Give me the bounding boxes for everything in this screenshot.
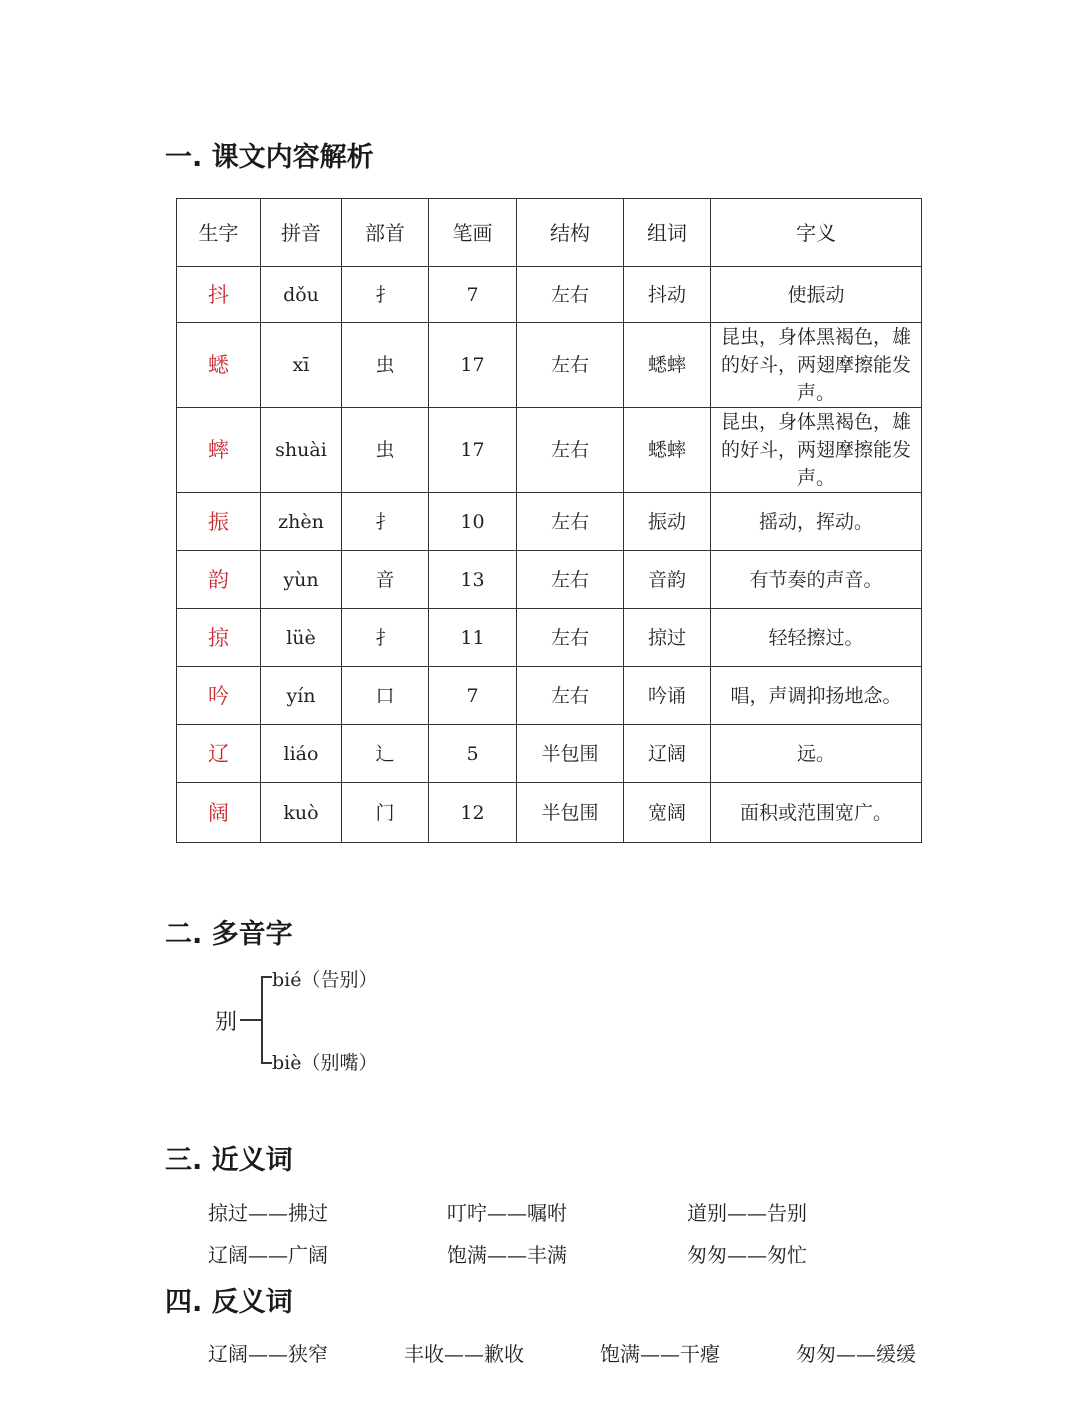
header-cell: 字义	[711, 199, 922, 267]
structure-cell: 半包围	[517, 725, 624, 783]
meaning-cell: 有节奏的声音。	[711, 551, 922, 609]
table-row	[177, 609, 922, 667]
pinyin-cell: dǒu	[261, 267, 342, 323]
synonym-pair: 匆匆——匆忙	[687, 1243, 807, 1267]
structure-cell: 左右	[517, 323, 624, 408]
polyphone-char: 别	[215, 1010, 238, 1035]
stroke-count-cell: 17	[429, 408, 517, 493]
structure-cell: 左右	[517, 267, 624, 323]
synonym-pair: 饱满——丰满	[447, 1243, 567, 1267]
polyphone-reading: biè（别嘴）	[272, 1052, 378, 1074]
table-row	[177, 783, 922, 843]
stroke-count-cell: 13	[429, 551, 517, 609]
stroke-count-cell: 5	[429, 725, 517, 783]
synonym-pair: 辽阔——广阔	[208, 1243, 328, 1267]
table-row	[177, 267, 922, 323]
section-title-antonyms: 四. 反义词	[165, 1287, 293, 1318]
radical-cell: 扌	[342, 493, 429, 551]
radical-cell: 音	[342, 551, 429, 609]
structure-cell: 半包围	[517, 783, 624, 843]
polyphone-diagram	[210, 963, 450, 1078]
word-cell: 振动	[624, 493, 711, 551]
char-cell: 蟀	[177, 408, 261, 493]
structure-cell: 左右	[517, 493, 624, 551]
structure-cell: 左右	[517, 551, 624, 609]
meaning-cell: 唱，声调抑扬地念。	[711, 667, 922, 725]
structure-cell: 左右	[517, 609, 624, 667]
word-cell: 辽阔	[624, 725, 711, 783]
header-cell: 拼音	[261, 199, 342, 267]
pinyin-cell: zhèn	[261, 493, 342, 551]
word-cell: 蟋蟀	[624, 323, 711, 408]
char-cell: 韵	[177, 551, 261, 609]
table-row	[177, 667, 922, 725]
char-cell: 蟋	[177, 323, 261, 408]
header-cell: 结构	[517, 199, 624, 267]
word-cell: 蟋蟀	[624, 408, 711, 493]
char-cell: 振	[177, 493, 261, 551]
pinyin-cell: lüè	[261, 609, 342, 667]
pinyin-cell: yín	[261, 667, 342, 725]
table-row	[177, 493, 922, 551]
antonym-pair: 饱满——干瘪	[600, 1342, 720, 1366]
stroke-count-cell: 10	[429, 493, 517, 551]
word-cell: 宽阔	[624, 783, 711, 843]
char-cell: 抖	[177, 267, 261, 323]
pinyin-cell: yùn	[261, 551, 342, 609]
synonym-pair: 掠过——拂过	[208, 1201, 328, 1225]
radical-cell: 虫	[342, 323, 429, 408]
structure-cell: 左右	[517, 667, 624, 725]
table-row	[177, 408, 922, 493]
polyphone-reading: bié（告别）	[272, 969, 378, 991]
word-cell: 吟诵	[624, 667, 711, 725]
meaning-cell: 摇动，挥动。	[711, 493, 922, 551]
pinyin-cell: kuò	[261, 783, 342, 843]
structure-cell: 左右	[517, 408, 624, 493]
radical-cell: 辶	[342, 725, 429, 783]
section-title-polyphone: 二. 多音字	[165, 919, 293, 950]
word-cell: 音韵	[624, 551, 711, 609]
radical-cell: 虫	[342, 408, 429, 493]
char-cell: 吟	[177, 667, 261, 725]
header-cell: 笔画	[429, 199, 517, 267]
meaning-cell: 远。	[711, 725, 922, 783]
stroke-count-cell: 12	[429, 783, 517, 843]
radical-cell: 扌	[342, 267, 429, 323]
header-cell: 组词	[624, 199, 711, 267]
table-row	[177, 725, 922, 783]
radical-cell: 门	[342, 783, 429, 843]
stroke-count-cell: 7	[429, 667, 517, 725]
meaning-cell: 昆虫，身体黑褐色，雄的好斗，两翅摩擦能发声。	[711, 408, 922, 493]
pinyin-cell: shuài	[261, 408, 342, 493]
table-row	[177, 551, 922, 609]
antonym-pair: 丰收——歉收	[404, 1342, 524, 1366]
stroke-count-cell: 7	[429, 267, 517, 323]
table-header-row	[177, 199, 922, 267]
header-cell: 部首	[342, 199, 429, 267]
character-table	[176, 198, 922, 843]
table-row	[177, 323, 922, 408]
synonym-pair: 叮咛——嘱咐	[447, 1201, 567, 1225]
char-cell: 掠	[177, 609, 261, 667]
antonym-pair: 匆匆——缓缓	[796, 1342, 916, 1366]
stroke-count-cell: 11	[429, 609, 517, 667]
word-cell: 掠过	[624, 609, 711, 667]
meaning-cell: 昆虫，身体黑褐色，雄的好斗，两翅摩擦能发声。	[711, 323, 922, 408]
word-cell: 抖动	[624, 267, 711, 323]
stroke-count-cell: 17	[429, 323, 517, 408]
synonym-pair: 道别——告别	[687, 1201, 807, 1225]
radical-cell: 口	[342, 667, 429, 725]
meaning-cell: 使振动	[711, 267, 922, 323]
pinyin-cell: xī	[261, 323, 342, 408]
pinyin-cell: liáo	[261, 725, 342, 783]
header-cell: 生字	[177, 199, 261, 267]
section-title-synonyms: 三. 近义词	[165, 1145, 293, 1176]
char-cell: 阔	[177, 783, 261, 843]
meaning-cell: 轻轻擦过。	[711, 609, 922, 667]
radical-cell: 扌	[342, 609, 429, 667]
section-title-analysis: 一. 课文内容解析	[165, 142, 374, 173]
meaning-cell: 面积或范围宽广。	[711, 783, 922, 843]
char-cell: 辽	[177, 725, 261, 783]
antonym-pair: 辽阔——狭窄	[208, 1342, 328, 1366]
